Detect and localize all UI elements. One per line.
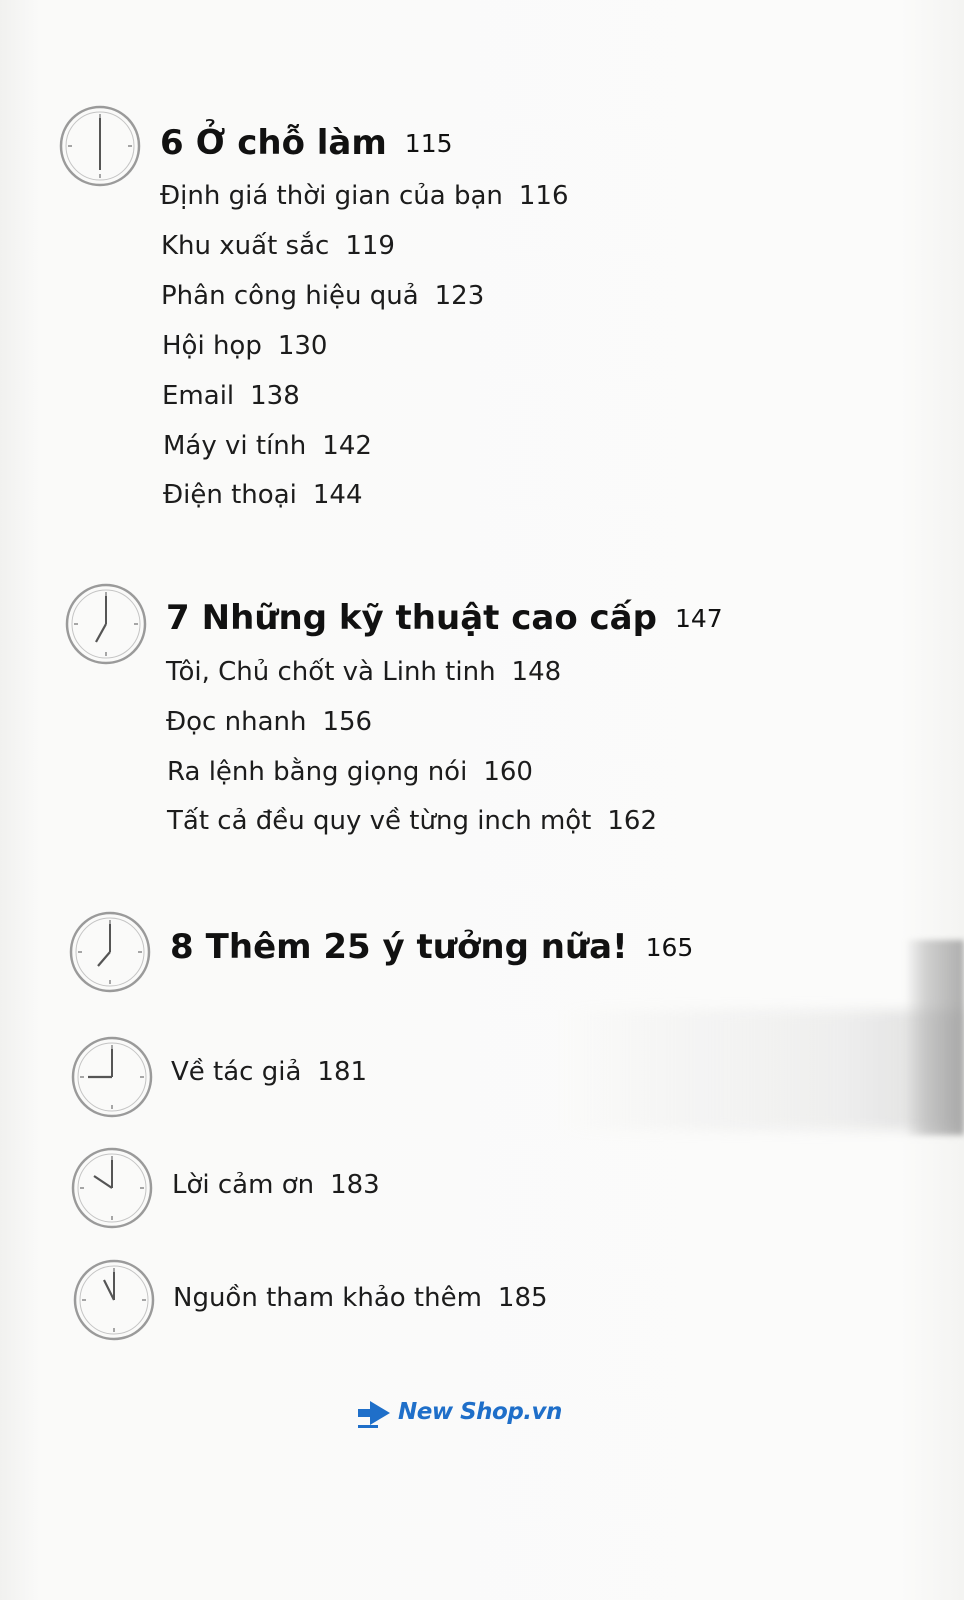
toc-entry[interactable] (167, 756, 533, 788)
entry-page-number: 138 (250, 381, 300, 411)
entry-page-number: 156 (322, 707, 373, 737)
chapter-number: 6 (160, 123, 184, 163)
entry-page-number: 185 (497, 1283, 548, 1313)
chapter-page-number: 115 (404, 129, 453, 158)
logo-text: New Shop.vn (398, 1399, 562, 1425)
back-matter-entry[interactable] (172, 1169, 380, 1201)
entry-page-number: 181 (317, 1057, 368, 1087)
entry-label: Lời cảm ơn (172, 1170, 315, 1200)
clock-icon-seven (64, 582, 148, 666)
entry-label: Email (162, 381, 235, 411)
chapter-6-heading[interactable] (160, 123, 453, 164)
toc-entry[interactable] (160, 180, 569, 212)
chapter-page-number: 165 (645, 933, 694, 962)
chapter-8-heading[interactable] (170, 927, 693, 968)
newshop-logo[interactable] (356, 1392, 562, 1432)
page-edge-shadow (905, 940, 964, 1135)
clock-icon-eleven (72, 1258, 156, 1342)
entry-label: Đọc nhanh (166, 707, 307, 737)
entry-label: Nguồn tham khảo thêm (173, 1283, 482, 1313)
chapter-number: 7 (166, 598, 190, 638)
entry-page-number: 119 (345, 231, 395, 261)
clock-icon-twelve (58, 104, 142, 188)
entry-label: Khu xuất sắc (161, 231, 330, 261)
entry-page-number: 130 (277, 331, 328, 361)
entry-label: Hội họp (162, 331, 262, 361)
entry-label: Phân công hiệu quả (161, 281, 419, 311)
entry-page-number: 142 (322, 431, 372, 461)
chapter-title: Những kỹ thuật cao cấp (201, 598, 657, 638)
entry-label: Tất cả đều quy về từng inch một (167, 806, 592, 836)
toc-entry[interactable] (166, 706, 372, 738)
clock-icon-seven (68, 910, 152, 994)
page-edge-shadow-soft (560, 1010, 964, 1130)
chapter-title: Ở chỗ làm (195, 123, 387, 163)
entry-page-number: 116 (518, 181, 569, 211)
back-matter-entry[interactable] (173, 1282, 548, 1314)
toc-entry[interactable] (163, 430, 372, 462)
clock-icon-ten (70, 1146, 154, 1230)
chapter-title: Thêm 25 ý tưởng nữa! (205, 927, 628, 967)
toc-entry[interactable] (161, 280, 484, 312)
toc-entry[interactable] (161, 230, 395, 262)
toc-entry[interactable] (162, 330, 327, 362)
toc-entry[interactable] (163, 479, 363, 511)
arrow-icon (356, 1395, 392, 1429)
entry-page-number: 162 (607, 806, 658, 836)
entry-label: Ra lệnh bằng giọng nói (167, 757, 468, 787)
chapter-page-number: 147 (674, 604, 723, 633)
entry-page-number: 148 (511, 657, 562, 687)
clock-icon-nine (70, 1035, 154, 1119)
entry-page-number: 123 (434, 281, 485, 311)
entry-label: Định giá thời gian của bạn (160, 181, 503, 211)
entry-page-number: 183 (330, 1170, 380, 1200)
entry-label: Về tác giả (171, 1057, 302, 1087)
entry-label: Tôi, Chủ chốt và Linh tinh (166, 657, 496, 687)
chapter-7-heading[interactable] (166, 598, 723, 639)
back-matter-entry[interactable] (171, 1056, 367, 1088)
entry-label: Điện thoại (163, 480, 297, 510)
toc-entry[interactable] (162, 380, 300, 412)
entry-label: Máy vi tính (163, 431, 307, 461)
entry-page-number: 144 (312, 480, 363, 510)
entry-page-number: 160 (483, 757, 533, 787)
chapter-number: 8 (170, 927, 194, 967)
toc-entry[interactable] (167, 805, 657, 837)
toc-entry[interactable] (166, 656, 561, 688)
